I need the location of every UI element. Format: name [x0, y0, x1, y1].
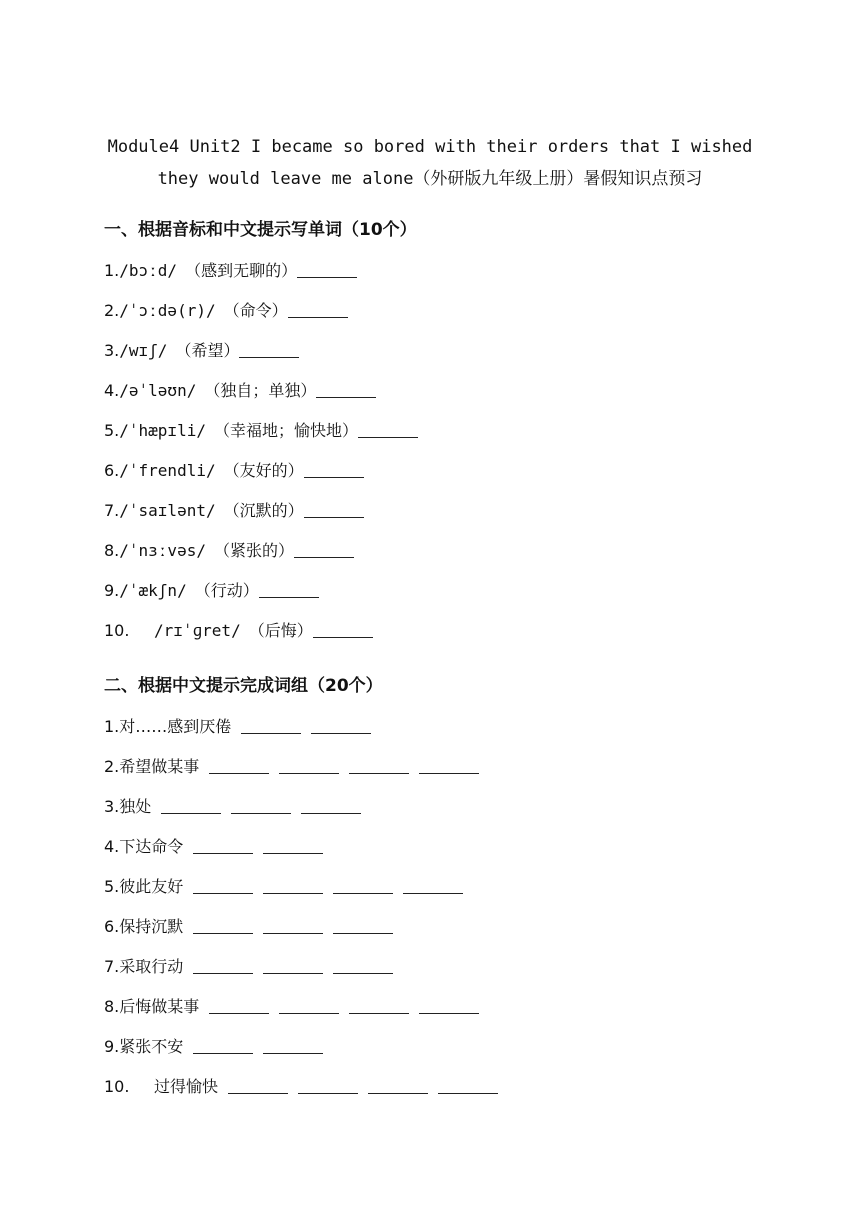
phrase-text: 过得愉快: [154, 1077, 219, 1096]
phonetic-text: /ˈɔːdə(r)/: [119, 301, 216, 320]
phrase-text: 彼此友好: [119, 877, 184, 896]
phonetic-text: /ˈnɜːvəs/: [119, 541, 206, 560]
answer-blank[interactable]: [349, 772, 409, 774]
answer-blank[interactable]: [419, 1012, 479, 1014]
answer-blank[interactable]: [259, 596, 319, 598]
answer-blank[interactable]: [279, 772, 339, 774]
answer-blank[interactable]: [304, 516, 364, 518]
item-number: 5.: [104, 421, 120, 440]
phonetic-text: /wɪʃ/: [119, 341, 168, 360]
phrase-item: [104, 795, 361, 819]
chinese-hint: （紧张的）: [213, 541, 294, 560]
item-number: 3.: [104, 341, 120, 360]
document-title: [60, 131, 800, 195]
chinese-hint: （幸福地；愉快地）: [213, 421, 358, 440]
phonetic-text: /ˈhæpɪli/: [119, 421, 206, 440]
word-item: [104, 459, 364, 483]
word-item: [104, 499, 364, 523]
phonetic-text: /rɪˈɡret/: [154, 621, 241, 640]
word-item: [104, 339, 299, 363]
answer-blank[interactable]: [193, 1052, 253, 1054]
answer-blank[interactable]: [419, 772, 479, 774]
answer-blank[interactable]: [209, 1012, 269, 1014]
phrase-text: 独处: [119, 797, 152, 816]
item-number: 5.: [104, 877, 120, 896]
answer-blank[interactable]: [193, 892, 253, 894]
chinese-hint: （命令）: [223, 301, 288, 320]
item-number: 6.: [104, 461, 120, 480]
phrase-text: 下达命令: [119, 837, 184, 856]
phrase-item: [104, 995, 479, 1019]
phrase-item: [104, 955, 393, 979]
section1-heading: 一、根据音标和中文提示写单词（10个）: [104, 220, 417, 240]
title-line-1: Module4 Unit2 I became so bored with their orders that I wished: [107, 137, 753, 157]
section2-heading: 二、根据中文提示完成词组（20个）: [104, 676, 383, 696]
answer-blank[interactable]: [279, 1012, 339, 1014]
item-number: 3.: [104, 797, 120, 816]
word-item: [104, 419, 418, 443]
answer-blank[interactable]: [263, 892, 323, 894]
answer-blank[interactable]: [311, 732, 371, 734]
phrase-text: 采取行动: [119, 957, 184, 976]
chinese-hint: （感到无聊的）: [185, 261, 298, 280]
word-item: [104, 299, 348, 323]
phrase-item: [104, 835, 323, 859]
item-number: 8.: [104, 541, 120, 560]
word-item: [104, 539, 354, 563]
item-number: 8.: [104, 997, 120, 1016]
answer-blank[interactable]: [333, 972, 393, 974]
answer-blank[interactable]: [228, 1092, 288, 1094]
phrase-text: 保持沉默: [119, 917, 184, 936]
answer-blank[interactable]: [403, 892, 463, 894]
title-line-2: they would leave me alone（外研版九年级上册）暑假知识点预习: [157, 169, 703, 189]
answer-blank[interactable]: [241, 732, 301, 734]
item-number: 1.: [104, 261, 120, 280]
answer-blank[interactable]: [239, 356, 299, 358]
answer-blank[interactable]: [333, 932, 393, 934]
item-number: 2.: [104, 757, 120, 776]
item-number: 2.: [104, 301, 120, 320]
item-number: 7.: [104, 501, 120, 520]
phrase-item: [104, 715, 371, 739]
word-item: [104, 259, 357, 283]
phonetic-text: /ˈsaɪlənt/: [119, 501, 216, 520]
chinese-hint: （后悔）: [248, 621, 313, 640]
answer-blank[interactable]: [358, 436, 418, 438]
phrase-text: 希望做某事: [119, 757, 200, 776]
answer-blank[interactable]: [298, 1092, 358, 1094]
phrase-item: [104, 1075, 498, 1099]
phonetic-text: /bɔːd/: [119, 261, 178, 280]
phrase-item: [104, 755, 479, 779]
answer-blank[interactable]: [209, 772, 269, 774]
answer-blank[interactable]: [297, 276, 357, 278]
answer-blank[interactable]: [263, 1052, 323, 1054]
answer-blank[interactable]: [349, 1012, 409, 1014]
phrase-item: [104, 1035, 323, 1059]
answer-blank[interactable]: [316, 396, 376, 398]
item-number: 6.: [104, 917, 120, 936]
answer-blank[interactable]: [288, 316, 348, 318]
phrase-text: 后悔做某事: [119, 997, 200, 1016]
answer-blank[interactable]: [438, 1092, 498, 1094]
item-number: 9.: [104, 1037, 120, 1056]
chinese-hint: （行动）: [194, 581, 259, 600]
answer-blank[interactable]: [231, 812, 291, 814]
chinese-hint: （沉默的）: [223, 501, 304, 520]
answer-blank[interactable]: [193, 972, 253, 974]
word-item: [104, 619, 373, 643]
answer-blank[interactable]: [161, 812, 221, 814]
item-number: 1.: [104, 717, 120, 736]
word-item: [104, 379, 376, 403]
item-number: 7.: [104, 957, 120, 976]
phonetic-text: /əˈləʊn/: [119, 381, 197, 400]
item-number: 9.: [104, 581, 120, 600]
phrase-item: [104, 915, 393, 939]
answer-blank[interactable]: [304, 476, 364, 478]
answer-blank[interactable]: [313, 636, 373, 638]
chinese-hint: （希望）: [175, 341, 240, 360]
answer-blank[interactable]: [294, 556, 354, 558]
answer-blank[interactable]: [301, 812, 361, 814]
answer-blank[interactable]: [333, 892, 393, 894]
answer-blank[interactable]: [263, 852, 323, 854]
phrase-item: [104, 875, 463, 899]
answer-blank[interactable]: [263, 932, 323, 934]
item-number: 4.: [104, 381, 120, 400]
word-item: [104, 579, 319, 603]
item-number: 4.: [104, 837, 120, 856]
phrase-text: 对……感到厌倦: [119, 717, 232, 736]
phonetic-text: /ˈækʃn/: [119, 581, 187, 600]
answer-blank[interactable]: [193, 852, 253, 854]
chinese-hint: （友好的）: [223, 461, 304, 480]
item-number: 10.: [104, 621, 130, 640]
item-number: 10.: [104, 1077, 130, 1096]
answer-blank[interactable]: [368, 1092, 428, 1094]
answer-blank[interactable]: [263, 972, 323, 974]
answer-blank[interactable]: [193, 932, 253, 934]
chinese-hint: （独自；单独）: [204, 381, 317, 400]
phrase-text: 紧张不安: [119, 1037, 184, 1056]
phonetic-text: /ˈfrendli/: [119, 461, 216, 480]
